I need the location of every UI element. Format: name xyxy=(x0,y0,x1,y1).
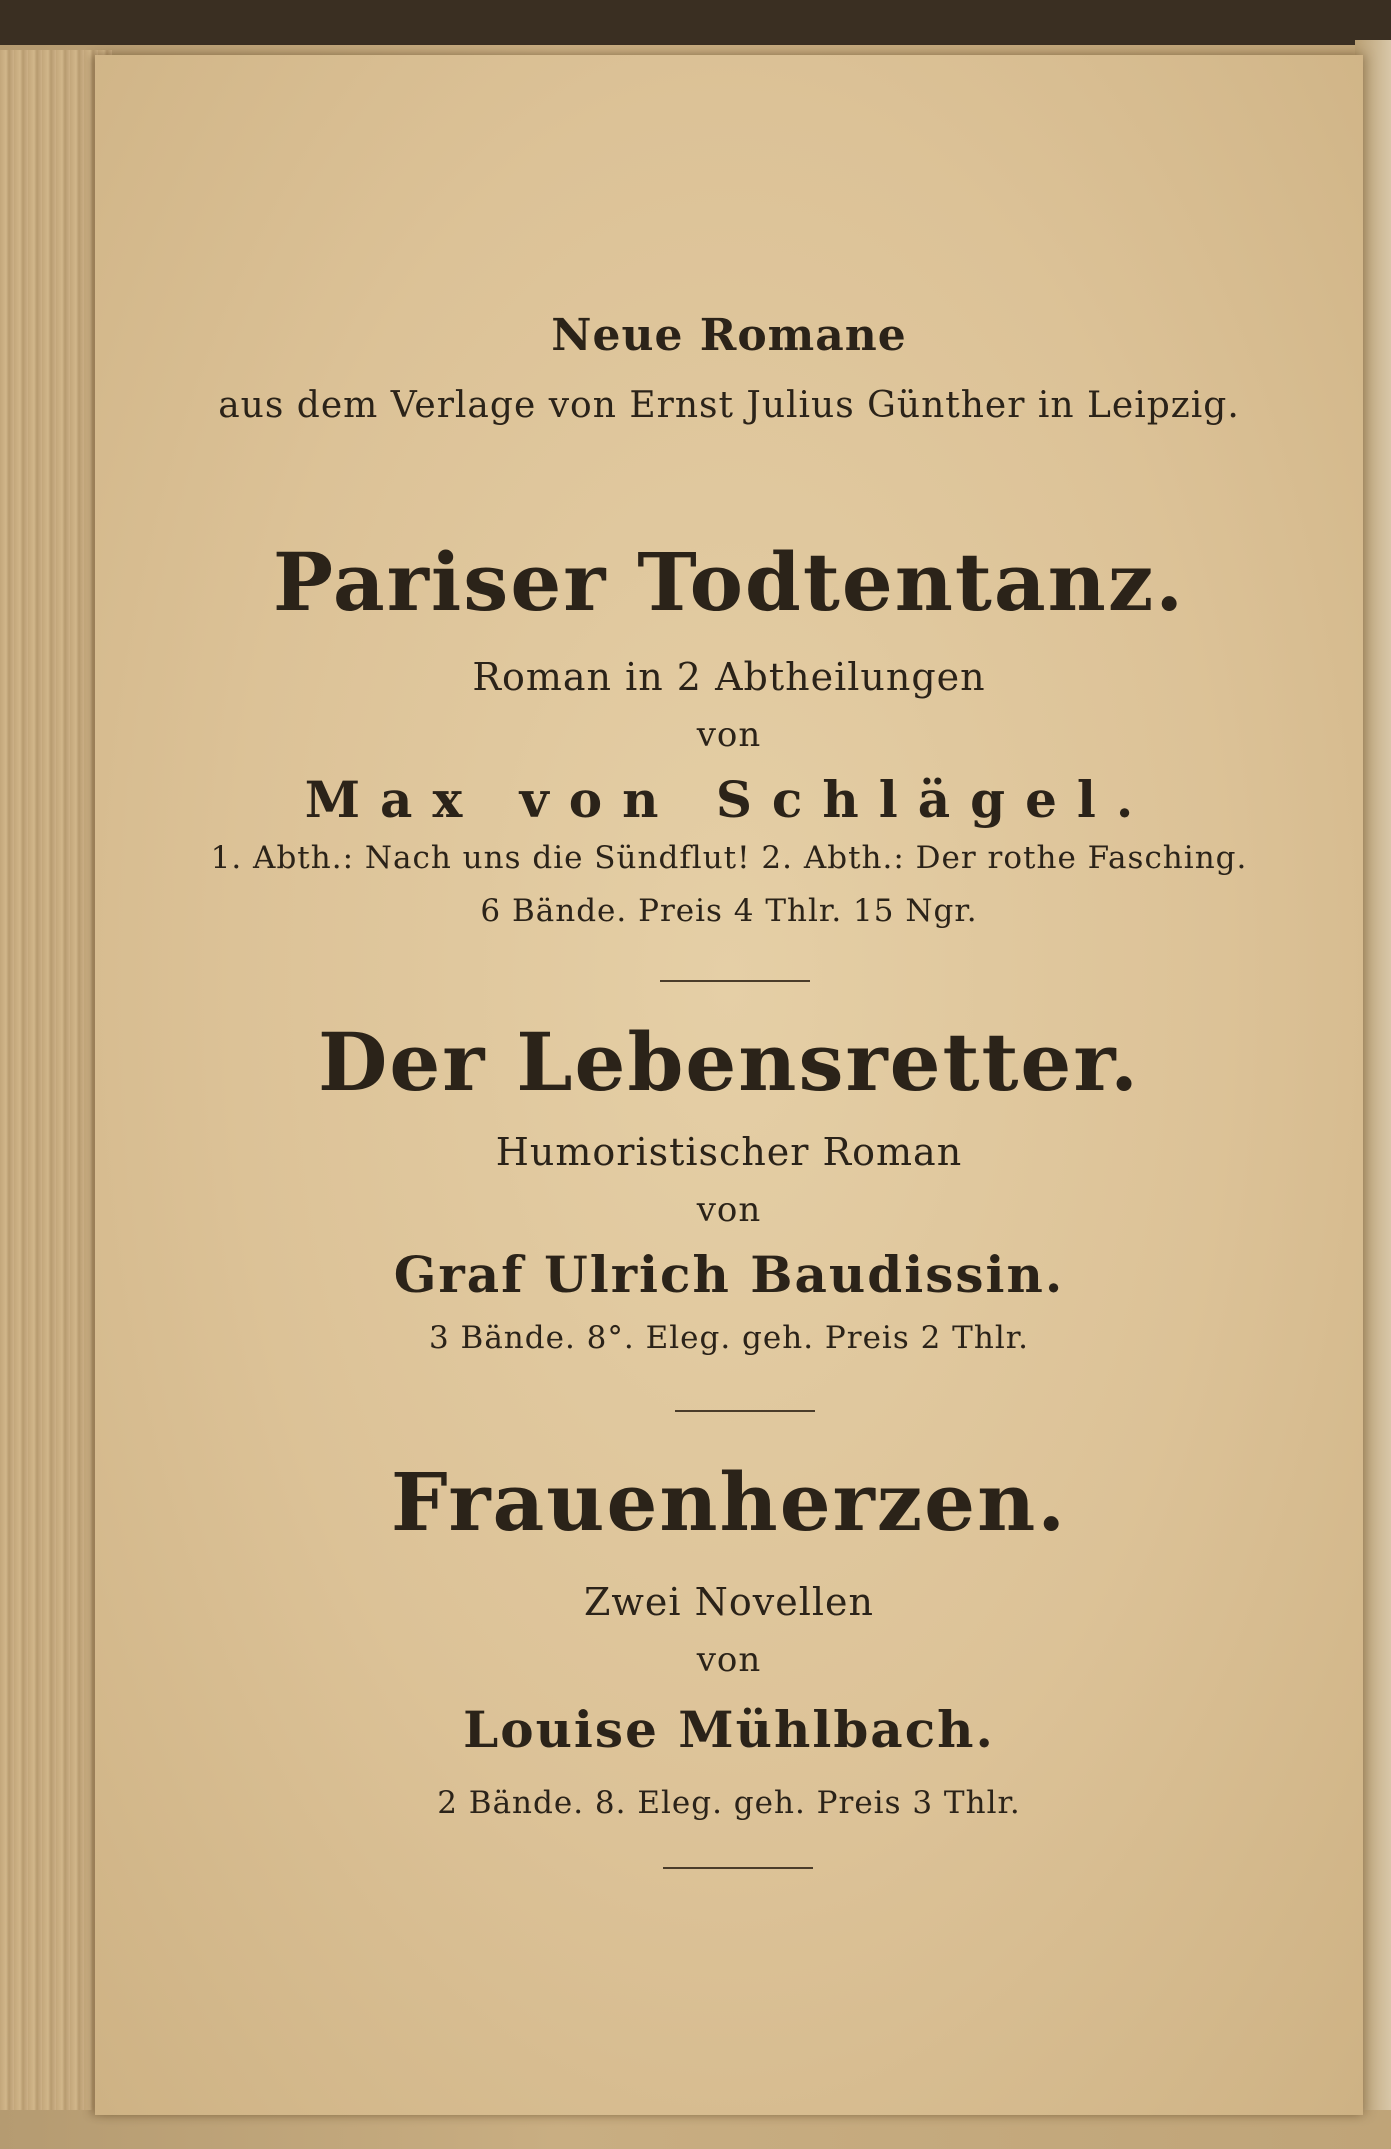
section-heading: Neue Romane xyxy=(551,310,907,361)
book-title: Der Lebensretter. xyxy=(318,1015,1140,1109)
divider xyxy=(663,1867,813,1869)
book-author: Louise Mühlbach. xyxy=(463,1700,995,1759)
book-von: von xyxy=(696,715,762,755)
book-von: von xyxy=(696,1190,762,1230)
book-author: Graf Ulrich Baudissin. xyxy=(393,1245,1065,1304)
book-title: Frauenherzen. xyxy=(390,1455,1068,1549)
divider xyxy=(660,980,810,982)
book-subtitle: Humoristischer Roman xyxy=(495,1130,963,1174)
book-details: 2 Bände. 8. Eleg. geh. Preis 3 Thlr. xyxy=(437,1785,1021,1821)
book-title: Pariser Todtentanz. xyxy=(272,535,1186,629)
book-parts: 1. Abth.: Nach uns die Sündflut! 2. Abth.: Der rothe Fasching. xyxy=(210,840,1248,876)
divider xyxy=(675,1410,815,1412)
book-details: 6 Bände. Preis 4 Thlr. 15 Ngr. xyxy=(480,893,978,929)
book-von: von xyxy=(696,1640,762,1680)
book-author: Max von Schlägel. xyxy=(304,770,1154,829)
advertisement-content xyxy=(95,55,1363,2115)
publisher-line: aus dem Verlage von Ernst Julius Günther in Leipzig. xyxy=(218,385,1240,426)
book-subtitle: Zwei Novellen xyxy=(583,1580,874,1624)
book-details: 3 Bände. 8°. Eleg. geh. Preis 2 Thlr. xyxy=(428,1320,1030,1356)
book-subtitle: Roman in 2 Abtheilungen xyxy=(472,655,986,699)
